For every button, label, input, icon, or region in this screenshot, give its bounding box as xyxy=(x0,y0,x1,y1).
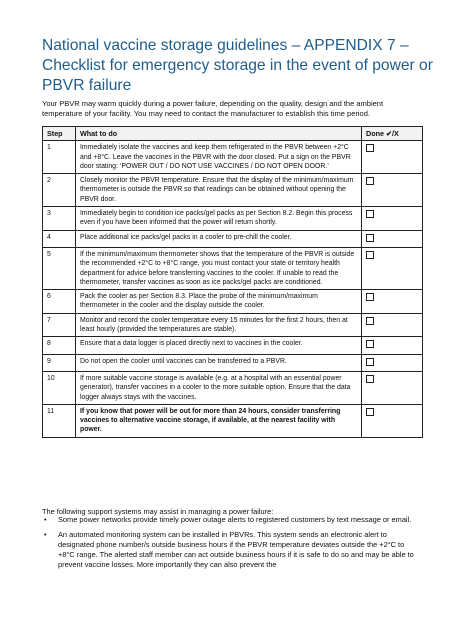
checkbox[interactable] xyxy=(366,375,374,383)
table-row xyxy=(43,207,423,231)
checkbox[interactable] xyxy=(366,317,374,325)
step-number: 8 xyxy=(43,337,76,354)
table-row xyxy=(43,404,423,437)
intro-paragraph: Your PBVR may warm quickly during a power failure, depending on the quality, design and the ambient temperature of your facility. You may need to contact the manufacturer to establish this time period. xyxy=(42,98,384,118)
done-cell xyxy=(362,337,423,354)
checkbox[interactable] xyxy=(366,340,374,348)
done-cell xyxy=(362,141,423,174)
step-instruction: Immediately begin to condition ice packs/gel packs as per Section 8.2. Begin this process even if you have been informed that the power will return shortly. xyxy=(76,207,362,231)
done-cell xyxy=(362,247,423,289)
step-instruction: Closely monitor the PBVR temperature. Ensure that the display of the minimum/maximum thermometer is outside the PBVR so that readings can be obtained without opening the PBVR door. xyxy=(76,174,362,207)
checkbox[interactable] xyxy=(366,234,374,242)
page-title: National vaccine storage guidelines – APPENDIX 7 – Checklist for emergency storage in the event of power or PBVR failure xyxy=(42,37,433,95)
step-number: 9 xyxy=(43,354,76,371)
done-cell xyxy=(362,290,423,314)
step-instruction: If you know that power will be out for more than 24 hours, consider transferring vaccines to alternative vaccine storage, if available, at the nearest facility with power. xyxy=(76,404,362,437)
header-done: Done ✔/X xyxy=(362,127,423,141)
step-number: 2 xyxy=(43,174,76,207)
table-row xyxy=(43,354,423,371)
table-row xyxy=(43,247,423,289)
done-cell xyxy=(362,313,423,337)
table-row xyxy=(43,141,423,174)
list-item xyxy=(42,515,420,525)
table-row xyxy=(43,230,423,247)
step-instruction: Place additional ice packs/gel packs in a cooler to pre-chill the cooler. xyxy=(76,230,362,247)
step-instruction: Immediately isolate the vaccines and keep them refrigerated in the PBVR between +2°C and +8°C. Leave the vaccines in the PBVR with the door closed. Put a sign on the PBVR door stating: ‘POWER OUT / DO NOT USE VACCINES / DO NOT OPEN DOOR.’ xyxy=(76,141,362,174)
list-item xyxy=(42,530,420,570)
table-row xyxy=(43,290,423,314)
step-instruction: Do not open the cooler until vaccines can be transferred to a PBVR. xyxy=(76,354,362,371)
support-systems-list xyxy=(42,515,420,575)
table-row xyxy=(43,371,423,404)
done-cell xyxy=(362,404,423,437)
step-instruction: Monitor and record the cooler temperature every 15 minutes for the first 2 hours, then at least hourly (provided the temperatures are stable). xyxy=(76,313,362,337)
checklist-table xyxy=(42,126,423,438)
step-number: 11 xyxy=(43,404,76,437)
done-cell xyxy=(362,354,423,371)
list-item-text: An automated monitoring system can be installed in PBVRs. This system sends an electronic alert to designated phone number/s outside business hours if the PBVR temperature deviates outside the +2°C to +8°C range. The alerted staff member can act outside business hours if it is safe to do so and may be able to prevent vaccine losses. More importantly they can also prevent the xyxy=(58,530,414,569)
step-number: 4 xyxy=(43,230,76,247)
step-number: 6 xyxy=(43,290,76,314)
step-number: 10 xyxy=(43,371,76,404)
checkbox[interactable] xyxy=(366,144,374,152)
step-instruction: If more suitable vaccine storage is available (e.g. at a hospital with an essential power generator), transfer vaccines in a cooler to the more suitable option. Ensure that the data logger always stays with the vaccines. xyxy=(76,371,362,404)
done-cell xyxy=(362,230,423,247)
step-number: 1 xyxy=(43,141,76,174)
table-row xyxy=(43,337,423,354)
done-cell xyxy=(362,371,423,404)
list-item-text: Some power networks provide timely power outage alerts to registered customers by text message or email. xyxy=(58,515,412,524)
step-number: 7 xyxy=(43,313,76,337)
bullet-icon: • xyxy=(44,515,47,524)
step-instruction: Ensure that a data logger is placed directly next to vaccines in the cooler. xyxy=(76,337,362,354)
table-header-row xyxy=(43,127,423,141)
table-row xyxy=(43,313,423,337)
done-cell xyxy=(362,207,423,231)
header-what-to-do: What to do xyxy=(76,127,362,141)
step-instruction: Pack the cooler as per Section 8.3. Place the probe of the minimum/maximum thermometer in the cooler and the display outside the cooler. xyxy=(76,290,362,314)
checkbox[interactable] xyxy=(366,358,374,366)
done-cell xyxy=(362,174,423,207)
support-systems-intro: The following support systems may assist in managing a power failure: xyxy=(42,507,274,517)
checkbox[interactable] xyxy=(366,293,374,301)
step-instruction: If the minimum/maximum thermometer shows that the temperature of the PBVR is outside the recommended +2°C to +8°C range, you must contact your state or territory health department for advice before transferring vaccines to the cooler. If unable to read the thermometer, transfer vaccines as soon as ice packs/gel packs are conditioned. xyxy=(76,247,362,289)
checkbox[interactable] xyxy=(366,251,374,259)
step-number: 5 xyxy=(43,247,76,289)
checkbox[interactable] xyxy=(366,177,374,185)
checkbox[interactable] xyxy=(366,408,374,416)
bullet-icon: • xyxy=(44,530,47,539)
header-step: Step xyxy=(43,127,76,141)
table-row xyxy=(43,174,423,207)
step-number: 3 xyxy=(43,207,76,231)
checkbox[interactable] xyxy=(366,210,374,218)
